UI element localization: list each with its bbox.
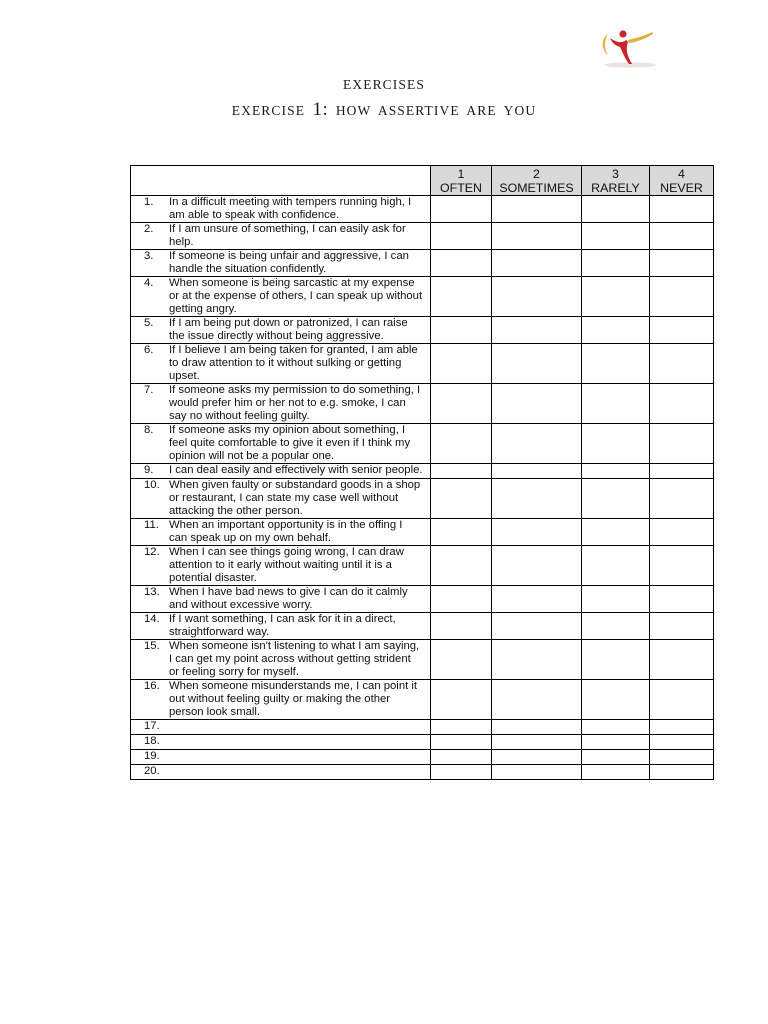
- answer-cell-rarely: [582, 479, 650, 519]
- question-text-line: and without excessive worry.: [169, 599, 313, 611]
- question-number: 3.: [144, 250, 154, 262]
- column-label: NEVER: [660, 180, 703, 195]
- question-text-line: upset.: [169, 370, 200, 382]
- question-content: [131, 223, 430, 249]
- question-text-line: or feeling sorry for myself.: [169, 666, 299, 678]
- answer-cell-often: [431, 519, 492, 546]
- answer-cell-sometimes: [492, 613, 582, 640]
- table-row: [131, 586, 714, 613]
- question-text-line: I can get my point across without getting strident: [169, 653, 411, 665]
- table-row: [131, 479, 714, 519]
- answer-cell-often: [431, 765, 492, 780]
- answer-cell-rarely: [582, 317, 650, 344]
- answer-cell-often: [431, 464, 492, 479]
- answer-cell-rarely: [582, 519, 650, 546]
- answer-cell-rarely: [582, 223, 650, 250]
- question-cell: [131, 680, 431, 720]
- question-text: [169, 613, 430, 639]
- question-cell: [131, 196, 431, 223]
- answer-cell-sometimes: [492, 519, 582, 546]
- question-text: [169, 720, 430, 733]
- question-text-line: If I am being put down or patronized, I can raise: [169, 317, 408, 329]
- answer-cell-often: [431, 223, 492, 250]
- question-number: 19.: [144, 750, 160, 762]
- question-text-line: When someone is being sarcastic at my expense: [169, 277, 415, 289]
- table-row: [131, 735, 714, 750]
- question-content: [131, 750, 430, 763]
- answer-cell-never: [650, 735, 714, 750]
- question-text-line: person look small.: [169, 706, 261, 718]
- answer-cell-rarely: [582, 750, 650, 765]
- question-content: [131, 384, 430, 423]
- column-number: 1: [457, 166, 465, 181]
- logo-gold-crescent: [603, 34, 608, 55]
- logo-graphic: [598, 26, 660, 72]
- logo-gold-streak: [628, 32, 653, 43]
- answer-cell-sometimes: [492, 765, 582, 780]
- question-content: [131, 640, 430, 679]
- answer-cell-rarely: [582, 720, 650, 735]
- column-header-never: [650, 166, 714, 196]
- question-number: 16.: [144, 680, 160, 692]
- question-text-line: When an important opportunity is in the offing I: [169, 519, 403, 531]
- question-number: 12.: [144, 546, 160, 558]
- question-text: [169, 750, 430, 763]
- question-cell: [131, 720, 431, 735]
- answer-cell-never: [650, 250, 714, 277]
- question-text: [169, 196, 430, 222]
- question-text-line: straightforward way.: [169, 626, 270, 638]
- question-content: [131, 464, 430, 477]
- question-text: [169, 317, 430, 343]
- question-cell: [131, 424, 431, 464]
- column-label: SOMETIMES: [499, 180, 574, 195]
- column-header-rarely: [582, 166, 650, 196]
- question-cell: [131, 640, 431, 680]
- question-text-line: If I believe I am being taken for granted, I am able: [169, 344, 418, 356]
- answer-cell-rarely: [582, 613, 650, 640]
- column-header-sometimes: [492, 166, 582, 196]
- answer-cell-rarely: [582, 546, 650, 586]
- question-number: 14.: [144, 613, 160, 625]
- answer-cell-never: [650, 424, 714, 464]
- question-content: [131, 546, 430, 585]
- table-header-row: [131, 166, 714, 196]
- answer-cell-never: [650, 344, 714, 384]
- table-row: [131, 277, 714, 317]
- question-text: [169, 344, 430, 383]
- question-text-line: say no without feeling guilty.: [169, 410, 310, 422]
- question-text: [169, 735, 430, 748]
- question-text: [169, 384, 430, 423]
- question-text-line: When I can see things going wrong, I can draw: [169, 546, 404, 558]
- question-text-line: getting angry.: [169, 303, 237, 315]
- question-number: 6.: [144, 344, 154, 356]
- question-cell: [131, 586, 431, 613]
- question-text: [169, 464, 430, 477]
- answer-cell-often: [431, 384, 492, 424]
- question-text-line: When someone isn't listening to what I am saying,: [169, 640, 420, 652]
- question-number: 2.: [144, 223, 154, 235]
- column-number: 2: [533, 166, 540, 181]
- column-label: RARELY: [591, 180, 640, 195]
- question-number: 8.: [144, 424, 154, 436]
- question-number: 18.: [144, 735, 160, 747]
- question-text-line: When I have bad news to give I can do it calmly: [169, 586, 408, 598]
- column-label: OFTEN: [440, 180, 482, 195]
- question-text: [169, 479, 430, 518]
- question-text-line: If I want something, I can ask for it in a direct,: [169, 613, 396, 625]
- answer-cell-often: [431, 613, 492, 640]
- answer-cell-sometimes: [492, 196, 582, 223]
- answer-cell-rarely: [582, 384, 650, 424]
- question-text-line: feel quite comfortable to give it even if I think my: [169, 437, 411, 449]
- answer-cell-sometimes: [492, 250, 582, 277]
- answer-cell-never: [650, 586, 714, 613]
- answer-cell-never: [650, 680, 714, 720]
- exercise-title: [0, 99, 768, 122]
- question-text-line: If someone asks my permission to do something, I: [169, 384, 421, 396]
- question-number: 9.: [144, 464, 154, 476]
- answer-cell-often: [431, 344, 492, 384]
- answer-cell-often: [431, 640, 492, 680]
- question-text-line: to draw attention to it without sulking or getting: [169, 357, 402, 369]
- question-text: [169, 640, 430, 679]
- question-content: [131, 720, 430, 733]
- answer-cell-often: [431, 680, 492, 720]
- assertiveness-table: [130, 165, 714, 780]
- question-number: 4.: [144, 277, 154, 289]
- answer-cell-often: [431, 546, 492, 586]
- answer-cell-never: [650, 317, 714, 344]
- answer-cell-often: [431, 196, 492, 223]
- question-content: [131, 344, 430, 383]
- question-text-line: or restaurant, I can state my case well without: [169, 492, 399, 504]
- exercise-title-text: HOW ASSERTIVE ARE YOU: [335, 103, 537, 118]
- question-text: [169, 277, 430, 316]
- question-text: [169, 546, 430, 585]
- jumping-figure-logo-icon: [598, 26, 660, 72]
- question-cell: [131, 750, 431, 765]
- answer-cell-sometimes: [492, 464, 582, 479]
- question-cell: [131, 277, 431, 317]
- answer-cell-never: [650, 277, 714, 317]
- question-text-line: help.: [169, 236, 194, 248]
- question-text: [169, 519, 430, 545]
- question-text: [169, 223, 430, 249]
- question-text-line: If I am unsure of something, I can easily ask for: [169, 223, 406, 235]
- question-number: 15.: [144, 640, 160, 652]
- answer-cell-sometimes: [492, 344, 582, 384]
- question-number: 10.: [144, 479, 160, 491]
- question-content: [131, 680, 430, 719]
- question-content: [131, 613, 430, 639]
- question-cell: [131, 735, 431, 750]
- question-number: 20.: [144, 765, 160, 777]
- answer-cell-often: [431, 720, 492, 735]
- logo-red-head: [619, 30, 626, 37]
- question-content: [131, 519, 430, 545]
- question-cell: [131, 317, 431, 344]
- answer-cell-never: [650, 223, 714, 250]
- answer-cell-never: [650, 750, 714, 765]
- question-text: [169, 250, 430, 276]
- column-header-often: [431, 166, 492, 196]
- answer-cell-sometimes: [492, 317, 582, 344]
- answer-cell-rarely: [582, 250, 650, 277]
- question-cell: [131, 519, 431, 546]
- table-row: [131, 384, 714, 424]
- answer-cell-sometimes: [492, 384, 582, 424]
- column-number: 3: [612, 166, 619, 181]
- answer-cell-never: [650, 196, 714, 223]
- question-text: [169, 680, 430, 719]
- answer-cell-often: [431, 735, 492, 750]
- question-cell: [131, 613, 431, 640]
- answer-cell-never: [650, 464, 714, 479]
- table-row: [131, 720, 714, 735]
- question-cell: [131, 464, 431, 479]
- table-row: [131, 750, 714, 765]
- question-text-line: the issue directly without being aggressive.: [169, 330, 384, 342]
- answer-cell-sometimes: [492, 720, 582, 735]
- question-content: [131, 250, 430, 276]
- answer-cell-sometimes: [492, 479, 582, 519]
- answer-cell-never: [650, 546, 714, 586]
- answer-cell-often: [431, 750, 492, 765]
- answer-cell-rarely: [582, 344, 650, 384]
- question-cell: [131, 546, 431, 586]
- exercise-label: EXERCISE: [231, 103, 306, 118]
- answer-cell-sometimes: [492, 750, 582, 765]
- table-row: [131, 223, 714, 250]
- question-number: 7.: [144, 384, 154, 396]
- question-text-line: I can deal easily and effectively with senior people.: [169, 464, 423, 476]
- answer-cell-rarely: [582, 196, 650, 223]
- question-content: [131, 424, 430, 463]
- answer-cell-rarely: [582, 424, 650, 464]
- question-text-line: am able to speak with confidence.: [169, 209, 340, 221]
- answer-cell-often: [431, 317, 492, 344]
- question-number: 13.: [144, 586, 160, 598]
- question-text-line: can speak up on my own behalf.: [169, 532, 332, 544]
- table-row: [131, 250, 714, 277]
- question-cell: [131, 765, 431, 780]
- header-blank-cell: [131, 166, 431, 196]
- table-row: [131, 613, 714, 640]
- section-title: [0, 77, 768, 93]
- question-text-line: When given faulty or substandard goods in a shop: [169, 479, 421, 491]
- answer-cell-rarely: [582, 640, 650, 680]
- question-number: 11.: [144, 519, 159, 531]
- question-text-line: would prefer him or her not to e.g. smoke, I can: [169, 397, 406, 409]
- question-number: 1.: [144, 196, 154, 208]
- question-number: 17.: [144, 720, 160, 732]
- answer-cell-sometimes: [492, 640, 582, 680]
- question-text-line: If someone asks my opinion about something, I: [169, 424, 406, 436]
- exercise-number: 1:: [312, 99, 329, 120]
- answer-cell-sometimes: [492, 277, 582, 317]
- question-text: [169, 586, 430, 612]
- answer-cell-sometimes: [492, 586, 582, 613]
- question-content: [131, 196, 430, 222]
- answer-cell-rarely: [582, 277, 650, 317]
- section-title-text: EXERCISES: [343, 77, 425, 92]
- answer-cell-never: [650, 720, 714, 735]
- answer-cell-never: [650, 384, 714, 424]
- column-number: 4: [678, 166, 685, 181]
- answer-cell-never: [650, 765, 714, 780]
- table-row: [131, 546, 714, 586]
- answer-cell-rarely: [582, 735, 650, 750]
- answer-cell-often: [431, 250, 492, 277]
- answer-cell-rarely: [582, 586, 650, 613]
- table-body: [131, 196, 714, 780]
- question-number: 5.: [144, 317, 154, 329]
- question-text-line: handle the situation confidently.: [169, 263, 327, 275]
- question-text-line: potential disaster.: [169, 572, 257, 584]
- table-row: [131, 680, 714, 720]
- table-row: [131, 317, 714, 344]
- answer-cell-rarely: [582, 765, 650, 780]
- table-row: [131, 765, 714, 780]
- answer-cell-never: [650, 479, 714, 519]
- question-text: [169, 765, 430, 778]
- table-row: [131, 196, 714, 223]
- answer-cell-rarely: [582, 464, 650, 479]
- question-text-line: opinion will not be a popular one.: [169, 450, 335, 462]
- question-cell: [131, 250, 431, 277]
- question-text-line: or at the expense of others, I can speak up without: [169, 290, 423, 302]
- question-content: [131, 277, 430, 316]
- question-text-line: out without feeling guilty or making the other: [169, 693, 391, 705]
- question-cell: [131, 384, 431, 424]
- table-row: [131, 464, 714, 479]
- question-text-line: If someone is being unfair and aggressive, I can: [169, 250, 409, 262]
- question-content: [131, 765, 430, 778]
- question-content: [131, 586, 430, 612]
- table-row: [131, 640, 714, 680]
- question-cell: [131, 344, 431, 384]
- answer-cell-never: [650, 613, 714, 640]
- answer-cell-sometimes: [492, 223, 582, 250]
- answer-cell-sometimes: [492, 424, 582, 464]
- answer-cell-never: [650, 519, 714, 546]
- question-text: [169, 424, 430, 463]
- answer-cell-often: [431, 586, 492, 613]
- answer-cell-sometimes: [492, 546, 582, 586]
- question-text-line: When someone misunderstands me, I can point it: [169, 680, 418, 692]
- answer-cell-often: [431, 424, 492, 464]
- answer-cell-often: [431, 479, 492, 519]
- answer-cell-often: [431, 277, 492, 317]
- question-content: [131, 317, 430, 343]
- question-cell: [131, 223, 431, 250]
- answer-cell-never: [650, 640, 714, 680]
- answer-cell-rarely: [582, 680, 650, 720]
- question-text-line: attention to it early without waiting until it is a: [169, 559, 392, 571]
- question-text-line: attacking the other person.: [169, 505, 303, 517]
- table-row: [131, 344, 714, 384]
- question-cell: [131, 479, 431, 519]
- question-text-line: In a difficult meeting with tempers running high, I: [169, 196, 412, 208]
- table-row: [131, 424, 714, 464]
- question-content: [131, 479, 430, 518]
- answer-cell-sometimes: [492, 735, 582, 750]
- answer-cell-sometimes: [492, 680, 582, 720]
- table-row: [131, 519, 714, 546]
- question-content: [131, 735, 430, 748]
